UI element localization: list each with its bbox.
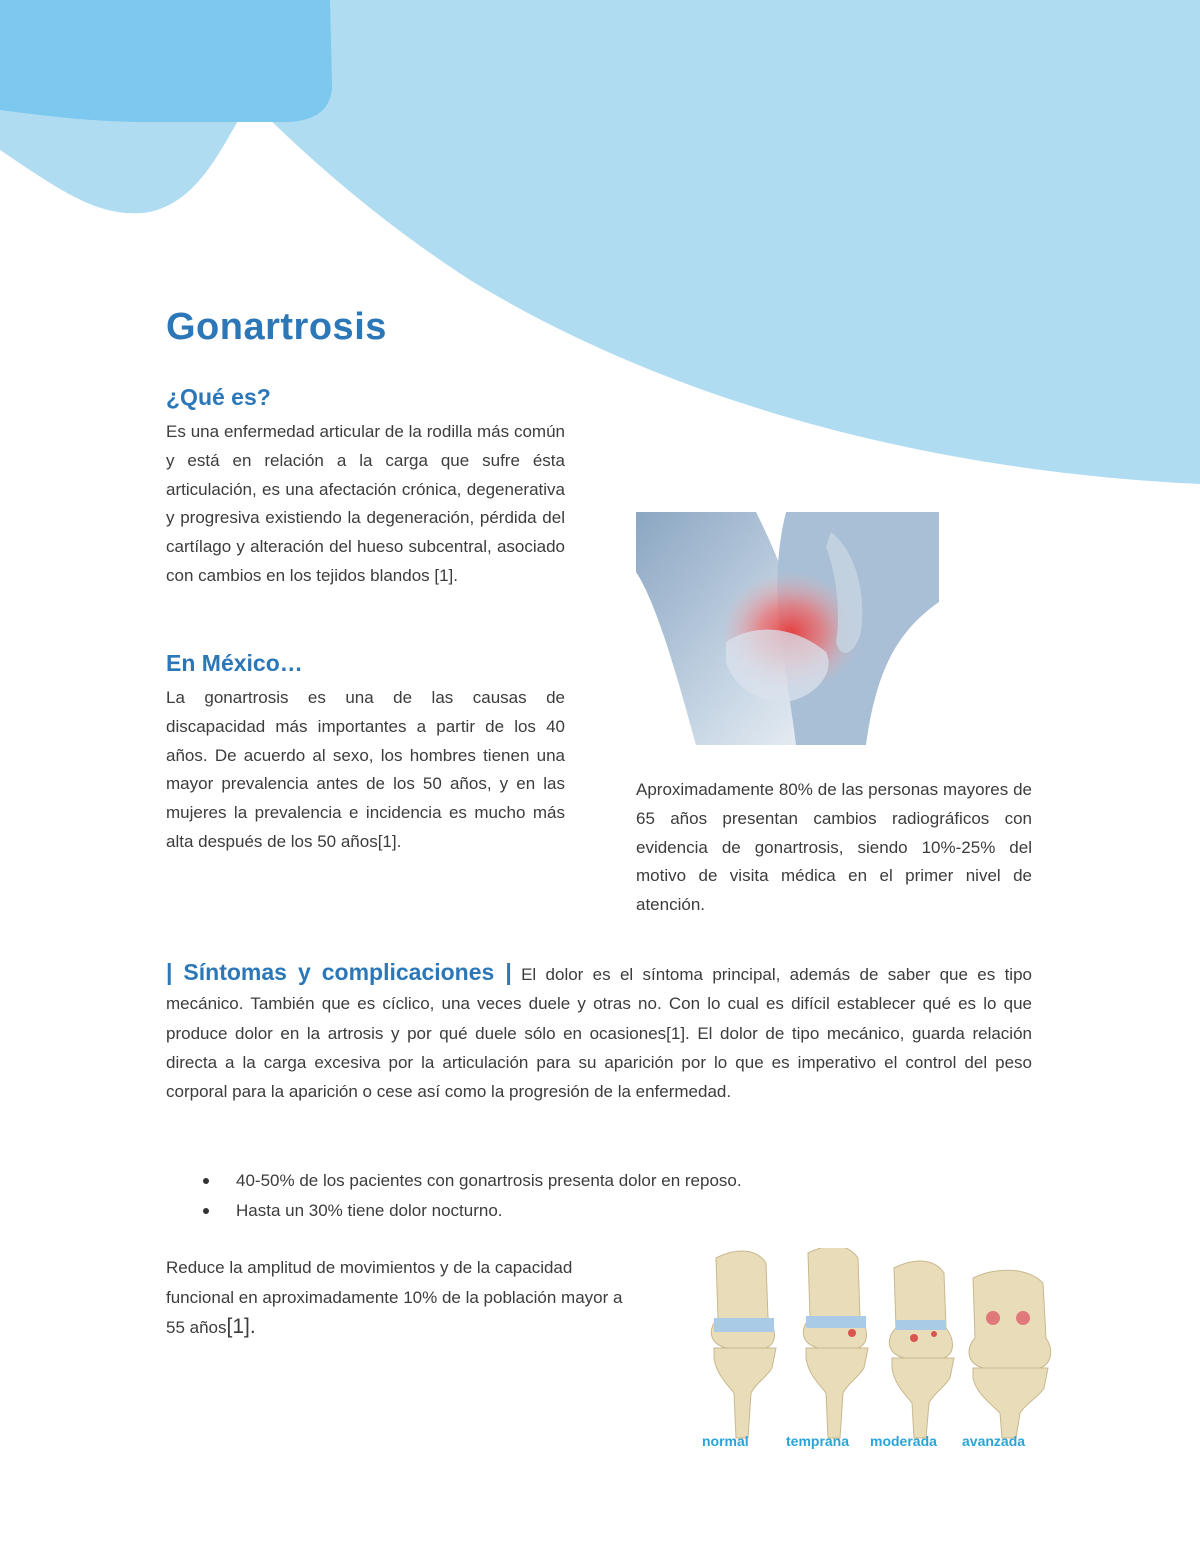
list-item: Hasta un 30% tiene dolor nocturno. — [166, 1196, 742, 1226]
knee-stages-illustration — [696, 1248, 1058, 1458]
stage-label-temprana: temprana — [786, 1433, 850, 1449]
page-title: Gonartrosis — [166, 306, 387, 348]
section-heading-que-es: ¿Qué es? — [166, 384, 271, 410]
que-es-paragraph: Es una enfermedad articular de la rodilla más común y está en relación a la carga que sufre ésta articulación, es una afectación crónica, degenerativa y progresiva existiendo la degeneración, pérdida del cartílago y alteración del hueso subcentral, asociado con cambios en los tejidos blandos [1]. — [166, 422, 565, 585]
symptoms-bullet-list — [166, 1166, 742, 1225]
knee-pain-photo — [636, 512, 939, 745]
symptoms-heading: | Síntomas y complicaciones | — [166, 959, 512, 985]
en-mexico-paragraph: La gonartrosis es una de las causas de discapacidad más importantes a partir de los 40 años. De acuerdo al sexo, los hombres tienen una mayor prevalencia antes de los 50 años, y en las mujeres la prevalencia e incidencia es mucho más alta después de los 50 años[1]. — [166, 688, 565, 851]
stage-label-avanzada: avanzada — [962, 1433, 1026, 1449]
stage-label-moderada: moderada — [870, 1433, 937, 1449]
aside-statistic-paragraph: Aproximadamente 80% de las personas mayores de 65 años presentan cambios radiográficos con evidencia de gonartrosis, siendo 10%-25% del motivo de visita médica en el primer nivel de atención. — [636, 780, 1032, 915]
section-heading-en-mexico: En México… — [166, 650, 303, 676]
background-wave-shape — [190, 0, 1200, 484]
knee-stage-avanzada — [969, 1270, 1051, 1438]
knee-stage-moderada — [889, 1261, 954, 1438]
background-tile-dark — [0, 0, 332, 122]
list-item: 40-50% de los pacientes con gonartrosis presenta dolor en reposo. — [166, 1166, 742, 1196]
knee-stage-normal — [711, 1251, 776, 1438]
reduce-paragraph — [166, 1253, 636, 1343]
reduce-reference: [1]. — [226, 1315, 256, 1338]
symptoms-body: El dolor es el síntoma principal, además de saber que es tipo mecánico. También que es cíclico, una veces duele y otras no. Con lo cual es difícil establecer qué es lo que produce dolor en la artrosis y por qué duele sólo en ocasiones[1]. El dolor de tipo mecánico, guarda relación directa a la carga excesiva por la articulación para su aparición por lo que es imperativo el control del peso corporal para la aparición o cese así como la progresión de la enfermedad. — [166, 965, 1032, 1102]
symptoms-paragraph — [166, 958, 1032, 1106]
stage-label-normal: normal — [702, 1433, 749, 1449]
knee-stage-temprana — [803, 1248, 868, 1438]
reduce-body: Reduce la amplitud de movimientos y de la capacidad funcional en aproximadamente 10% de la población mayor a 55 años — [166, 1258, 623, 1337]
